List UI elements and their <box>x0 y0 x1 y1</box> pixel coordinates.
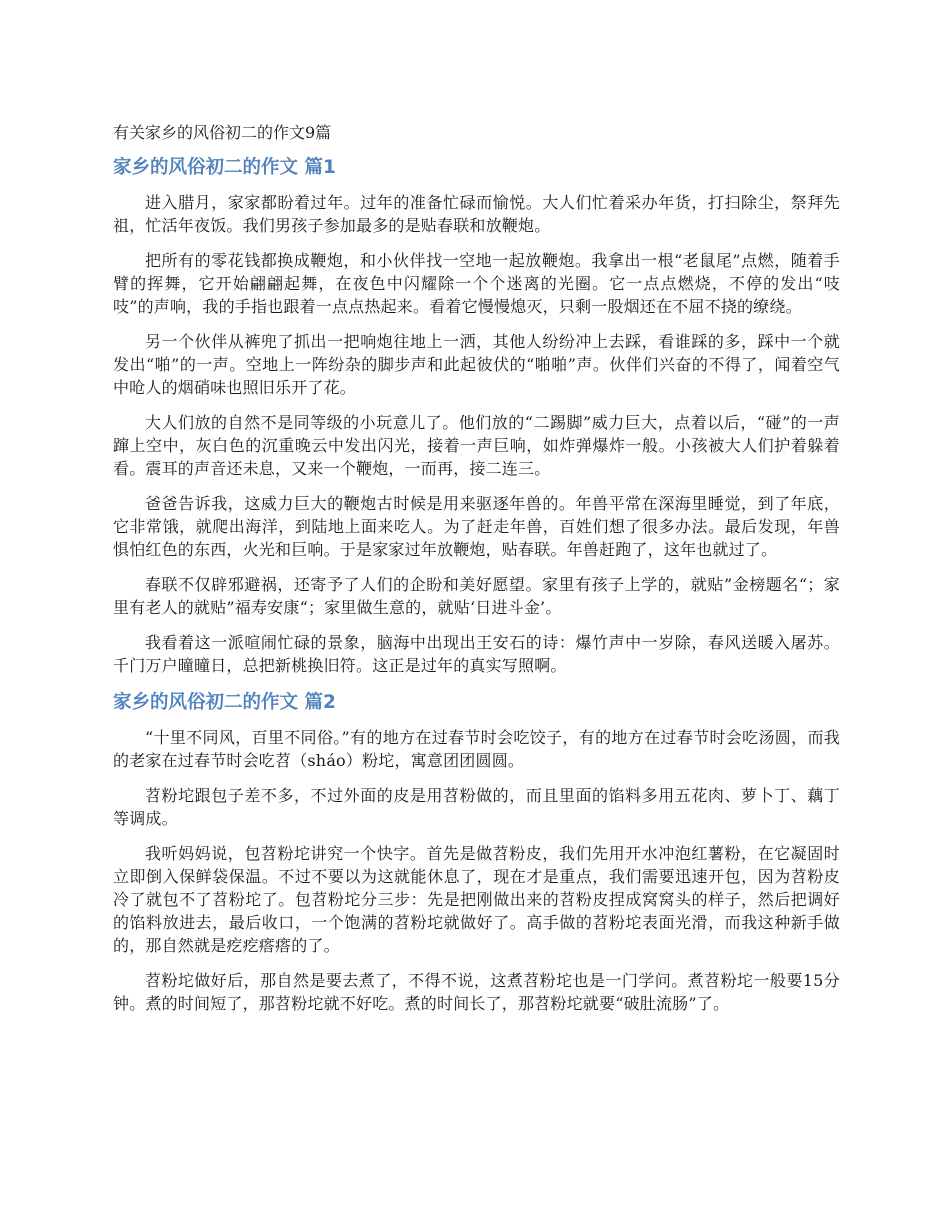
document-page <box>113 120 840 1027</box>
paragraph: 我看着这一派喧闹忙碌的景象，脑海中出现出王安石的诗：爆竹声中一岁除，春风送暖入屠苏。千门万户曈曈日，总把新桃换旧符。这正是过年的真实写照啊。 <box>113 633 840 675</box>
paragraph: 苕粉坨跟包子差不多，不过外面的皮是用苕粉做的，而且里面的馅料多用五花肉、萝卜丁、藕丁等调成。 <box>113 786 840 828</box>
paragraph: 把所有的零花钱都换成鞭炮，和小伙伴找一空地一起放鞭炮。我拿出一根“老鼠尾”点燃，随着手臂的挥舞，它开始翩翩起舞，在夜色中闪耀除一个个迷离的光圈。它一点点燃烧，不停的发出“吱吱”的声响，我的手指也跟着一点点热起来。看着它慢慢熄灭，只剩一股烟还在不屈不挠的缭绕。 <box>113 251 840 316</box>
paragraph: 进入腊月，家家都盼着过年。过年的准备忙碌而愉悦。大人们忙着采办年货，打扫除尘，祭拜先祖，忙活年夜饭。我们男孩子参加最多的是贴春联和放鞭炮。 <box>113 193 840 235</box>
section-heading: 家乡的风俗初二的作文 篇2 <box>113 692 336 713</box>
document-title: 有关家乡的风俗初二的作文9篇 <box>113 123 332 142</box>
paragraph: 大人们放的自然不是同等级的小玩意儿了。他们放的“二踢脚”威力巨大，点着以后，“碰”的一声蹿上空中，灰白色的沉重晚云中发出闪光，接着一声巨响，如炸弹爆炸一般。小孩被大人们护着躲着看。震耳的声音还未息，又来一个鞭炮，一而再，接二连三。 <box>113 413 840 478</box>
paragraph: 苕粉坨做好后，那自然是要去煮了，不得不说，这煮苕粉坨也是一门学问。煮苕粉坨一般要15分钟。煮的时间短了，那苕粉坨就不好吃。煮的时间长了，那苕粉坨就要“破肚流肠”了。 <box>113 971 840 1013</box>
paragraph: 我听妈妈说，包苕粉坨讲究一个快字。首先是做苕粉皮，我们先用开水冲泡红薯粉，在它凝固时立即倒入保鲜袋保温。不过不要以为这就能休息了，现在才是重点，我们需要迅速开包，因为苕粉皮冷了就包不了苕粉坨了。包苕粉坨分三步：先是把刚做出来的苕粉皮捏成窝窝头的样子，然后把调好的馅料放进去，最后收口，一个饱满的苕粉坨就做好了。高手做的苕粉坨表面光滑，而我这种新手做的，那自然就是疙疙瘩瘩的了。 <box>113 844 840 955</box>
essay-section-1 <box>113 154 840 677</box>
essay-section-2 <box>113 689 840 1015</box>
paragraph: 另一个伙伴从裤兜了抓出一把响炮往地上一洒，其他人纷纷冲上去踩，看谁踩的多，踩中一个就发出“啪”的一声。空地上一阵纷杂的脚步声和此起彼伏的“啪啪”声。伙伴们兴奋的不得了，闻着空气中呛人的烟硝味也照旧乐开了花。 <box>113 332 840 397</box>
section-heading: 家乡的风俗初二的作文 篇1 <box>113 157 336 178</box>
paragraph: 爸爸告诉我，这威力巨大的鞭炮古时候是用来驱逐年兽的。年兽平常在深海里睡觉，到了年底，它非常饿，就爬出海洋，到陆地上面来吃人。为了赶走年兽，百姓们想了很多办法。最后发现，年兽惧怕红色的东西，火光和巨响。于是家家过年放鞭炮，贴春联。年兽赶跑了，这年也就过了。 <box>113 494 840 559</box>
paragraph: 春联不仅辟邪避祸，还寄予了人们的企盼和美好愿望。家里有孩子上学的，就贴”金榜题名“；家里有老人的就贴”福寿安康“；家里做生意的，就贴‘日进斗金’。 <box>113 575 840 617</box>
paragraph: “十里不同风，百里不同俗。”有的地方在过春节时会吃饺子，有的地方在过春节时会吃汤圆，而我的老家在过春节时会吃苕（sháo）粉坨，寓意团团圆圆。 <box>113 728 840 770</box>
